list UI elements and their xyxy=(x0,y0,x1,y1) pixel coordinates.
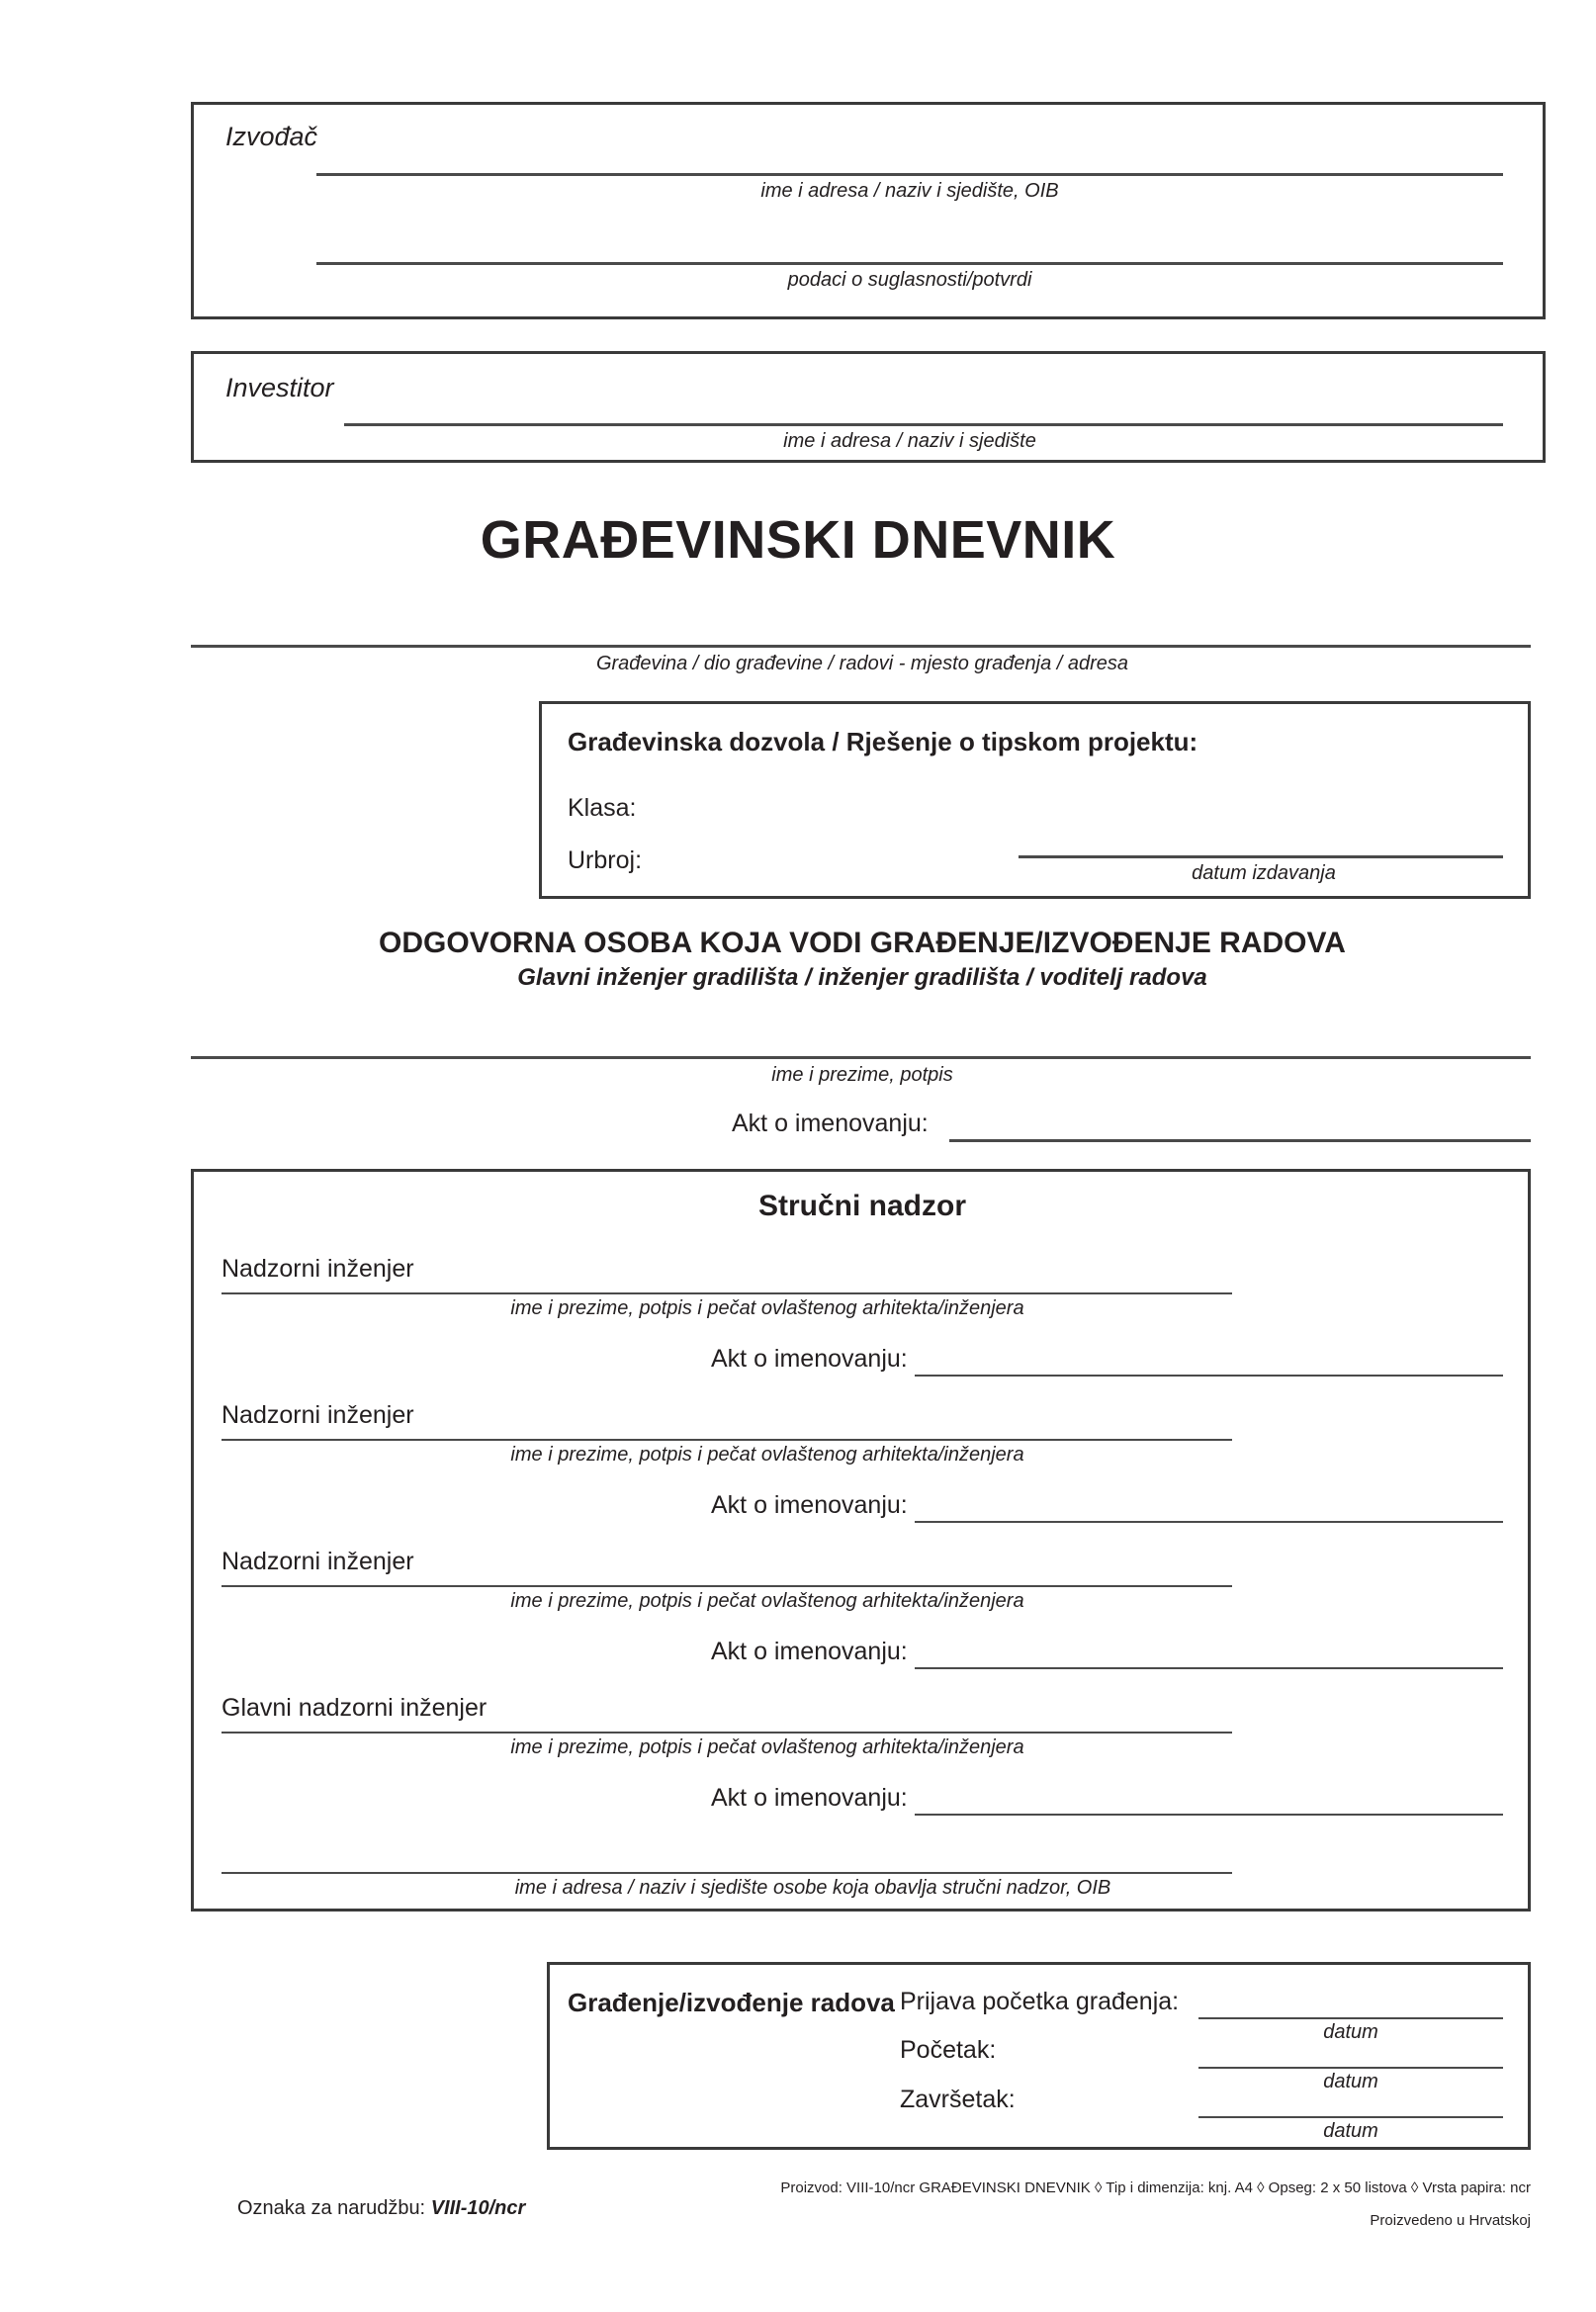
supervision-name-line-2 xyxy=(222,1439,1232,1441)
footer-made-in: Proizvedeno u Hrvatskoj xyxy=(1370,2212,1531,2229)
supervision-footer-line xyxy=(222,1872,1232,1874)
works-row-caption-3: datum xyxy=(1323,2120,1378,2142)
supervision-appointment-label-3: Akt o imenovanju: xyxy=(711,1638,908,1665)
supervision-appointment-line-4 xyxy=(915,1814,1503,1816)
supervision-name-caption-4: ime i prezime, potpis i pečat ovlaštenog arhitekta/inženjera xyxy=(510,1736,1024,1758)
investor-name-caption: ime i adresa / naziv i sjedište xyxy=(783,430,1036,452)
permit-heading: Građevinska dozvola / Rješenje o tipskom projektu: xyxy=(568,727,1198,756)
supervision-appointment-line-3 xyxy=(915,1667,1503,1669)
supervision-name-caption-3: ime i prezime, potpis i pečat ovlaštenog arhitekta/inženjera xyxy=(510,1590,1024,1612)
supervision-name-caption-2: ime i prezime, potpis i pečat ovlaštenog arhitekta/inženjera xyxy=(510,1444,1024,1466)
responsible-appointment-line xyxy=(949,1139,1531,1142)
supervision-role-1: Nadzorni inženjer xyxy=(222,1255,414,1283)
works-row-label-3: Završetak: xyxy=(900,2086,1016,2113)
works-row-label-1: Prijava početka građenja: xyxy=(900,1988,1180,2015)
supervision-name-line-1 xyxy=(222,1292,1232,1294)
works-row-caption-1: datum xyxy=(1323,2021,1378,2043)
building-line xyxy=(191,645,1531,648)
footer-product-line: Proizvod: VIII-10/ncr GRAĐEVINSKI DNEVNIK ◊ Tip i dimenzija: knj. A4 ◊ Opseg: 2 x 50 listova ◊ Vrsta papira: ncr xyxy=(780,2179,1531,2196)
supervision-appointment-label-4: Akt o imenovanju: xyxy=(711,1784,908,1812)
permit-date-caption: datum izdavanja xyxy=(1192,862,1336,884)
contractor-label: Izvođač xyxy=(225,122,318,151)
page-title: GRAĐEVINSKI DNEVNIK xyxy=(480,510,1116,570)
footer-order-value: VIII-10/ncr xyxy=(430,2197,526,2219)
responsible-person-title: ODGOVORNA OSOBA KOJA VODI GRAĐENJE/IZVOĐENJE RADOVA xyxy=(379,927,1346,959)
supervision-role-2: Nadzorni inženjer xyxy=(222,1401,414,1429)
contractor-name-line xyxy=(316,173,1503,176)
responsible-name-caption: ime i prezime, potpis xyxy=(771,1064,953,1086)
works-row-caption-2: datum xyxy=(1323,2071,1378,2092)
building-caption: Građevina / dio građevine / radovi - mjesto građenja / adresa xyxy=(595,653,1129,674)
contractor-name-caption: ime i adresa / naziv i sjedište, OIB xyxy=(760,180,1059,202)
footer-order-code xyxy=(237,2197,525,2220)
supervision-appointment-line-2 xyxy=(915,1521,1503,1523)
supervision-footer-caption: ime i adresa / naziv i sjedište osobe koja obavlja stručni nadzor, OIB xyxy=(514,1877,1111,1899)
responsible-person-subtitle: Glavni inženjer gradilišta / inženjer gradilišta / voditelj radova xyxy=(517,964,1207,991)
supervision-role-4: Glavni nadzorni inženjer xyxy=(222,1694,488,1722)
permit-date-line xyxy=(1019,855,1503,858)
footer-order-prefix: Oznaka za narudžbu: xyxy=(237,2197,431,2219)
works-heading: Građenje/izvođenje radova xyxy=(568,1988,895,2017)
supervision-title: Stručni nadzor xyxy=(757,1190,967,1222)
works-row-label-2: Početak: xyxy=(900,2036,997,2064)
permit-klasa-label: Klasa: xyxy=(568,794,637,822)
works-row-line-1 xyxy=(1198,2017,1503,2019)
contractor-approval-line xyxy=(316,262,1503,265)
investor-label: Investitor xyxy=(225,373,334,402)
responsible-appointment-label: Akt o imenovanju: xyxy=(732,1110,929,1137)
supervision-appointment-label-1: Akt o imenovanju: xyxy=(711,1345,908,1373)
supervision-role-3: Nadzorni inženjer xyxy=(222,1548,414,1575)
contractor-approval-caption: podaci o suglasnosti/potvrdi xyxy=(787,269,1032,291)
investor-name-line xyxy=(344,423,1503,426)
supervision-name-line-4 xyxy=(222,1732,1232,1734)
works-row-line-2 xyxy=(1198,2067,1503,2069)
supervision-appointment-label-2: Akt o imenovanju: xyxy=(711,1491,908,1519)
supervision-name-caption-1: ime i prezime, potpis i pečat ovlaštenog arhitekta/inženjera xyxy=(510,1297,1024,1319)
responsible-name-line xyxy=(191,1056,1531,1059)
supervision-name-line-3 xyxy=(222,1585,1232,1587)
permit-urbroj-label: Urbroj: xyxy=(568,846,643,874)
supervision-appointment-line-1 xyxy=(915,1375,1503,1377)
works-row-line-3 xyxy=(1198,2116,1503,2118)
